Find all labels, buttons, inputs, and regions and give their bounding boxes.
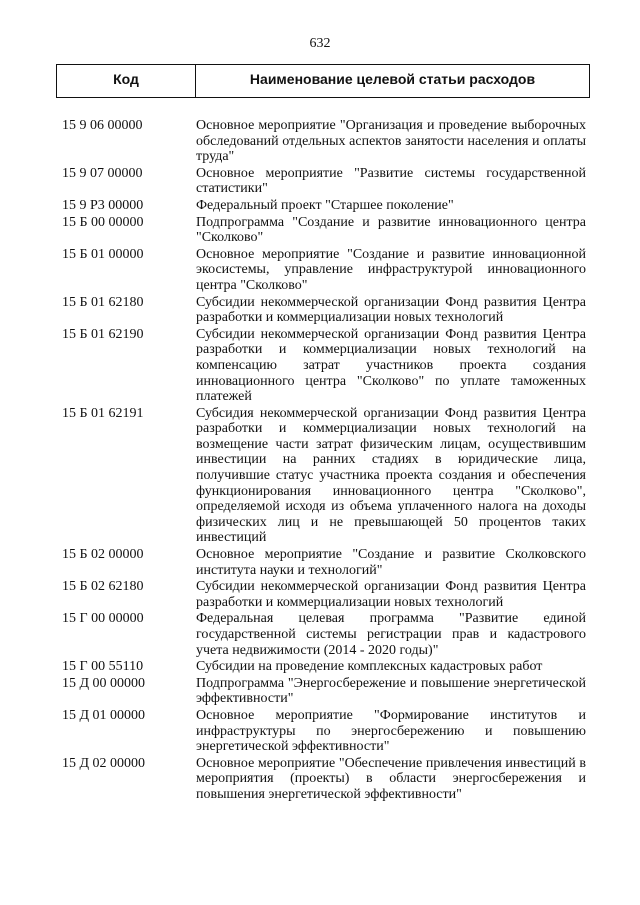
row-name: Основное мероприятие "Создание и развитие Сколковского института науки и технологий" [196, 547, 586, 578]
row-code: 15 Д 00 00000 [62, 675, 146, 691]
table-header [56, 64, 590, 98]
row-code: 15 Б 01 62180 [62, 294, 144, 310]
table-row [56, 406, 590, 546]
row-name: Федеральная целевая программа "Развитие единой государственной системы регистрации прав и кадастрового учета недвижимости (2014 - 2020 годы)" [196, 611, 586, 658]
table-row [56, 215, 590, 246]
row-code: 15 9 06 00000 [62, 118, 143, 133]
row-name: Субсидии на проведение комплексных кадастровых работ [196, 659, 543, 675]
header-code: Код [57, 65, 196, 97]
table-row [56, 756, 590, 803]
row-code: 15 Б 02 62180 [62, 579, 144, 595]
row-name: Основное мероприятие "Организация и проведение выборочных обследований отдельных аспектов занятости населения и оплаты труда" [196, 118, 586, 165]
row-name: Подпрограмма "Создание и развитие инновационного центра "Сколково" [196, 214, 586, 246]
row-code: 15 Б 01 62190 [62, 326, 144, 342]
table-row [56, 118, 590, 165]
table-row [56, 166, 590, 197]
table-row [56, 295, 590, 326]
row-code: 15 9 P3 00000 [62, 197, 144, 213]
row-code: 15 Б 02 00000 [62, 547, 144, 563]
row-code: 15 Б 01 62191 [62, 405, 144, 421]
row-name: Субсидии некоммерческой организации Фонд развития Центра разработки и коммерциализации новых технологий на компенсацию затрат участников проекта создания инновационного центра "Сколково" по уплате таможенных платежей [196, 326, 586, 405]
table-row [56, 247, 590, 294]
row-name: Субсидия некоммерческой организации Фонд развития Центра разработки и коммерциализации новых технологий на возмещение части затрат физическим лицам, осуществившим инвестиции на ранних стадиях в юридические лица, получившие статус участника проекта создания и обеспечения функционирования инновационного центра "Сколково", определяемой исходя из объема уплаченного налога на доходы физических лиц и не превышающей 50 процентов таких инвестиций [196, 405, 586, 546]
row-name: Основное мероприятие "Развитие системы государственной статистики" [196, 165, 586, 197]
header-name: Наименование целевой статьи расходов [249, 71, 536, 87]
row-code: 15 Б 00 00000 [62, 214, 144, 230]
table-row [56, 611, 590, 658]
row-name: Подпрограмма "Энергосбережение и повышение энергетической эффективности" [196, 675, 586, 707]
row-name: Основное мероприятие "Формирование институтов и инфраструктуры по энергосбережению и повышению энергетической эффективности" [196, 707, 586, 755]
row-name: Основное мероприятие "Обеспечение привлечения инвестиций в мероприятия (проекты) в области энергосбережения и повышения энергетической эффективности" [196, 755, 586, 802]
row-code: 15 9 07 00000 [62, 165, 143, 181]
table-row [56, 327, 590, 405]
row-code: 15 Г 00 55110 [62, 659, 144, 675]
row-code: 15 Д 01 00000 [62, 707, 146, 723]
table-row [56, 659, 590, 675]
row-name: Основное мероприятие "Создание и развитие инновационной экосистемы, управление инфраструктурой инновационного центра "Сколково" [196, 246, 586, 293]
row-name: Субсидии некоммерческой организации Фонд развития Центра разработки и коммерциализации новых технологий [196, 294, 586, 326]
row-code: 15 Г 00 00000 [62, 611, 144, 627]
row-code: 15 Б 01 00000 [62, 246, 144, 262]
row-code: 15 Д 02 00000 [62, 755, 146, 771]
table-row [56, 579, 590, 610]
table-row [56, 547, 590, 578]
table-row [56, 676, 590, 707]
table-row [56, 708, 590, 755]
row-name: Федеральный проект "Старшее поколение" [196, 197, 454, 213]
row-name: Субсидии некоммерческой организации Фонд развития Центра разработки и коммерциализации новых технологий [196, 579, 586, 610]
page-number: 632 [309, 36, 331, 51]
table-body [56, 118, 590, 804]
table-row [56, 198, 590, 214]
